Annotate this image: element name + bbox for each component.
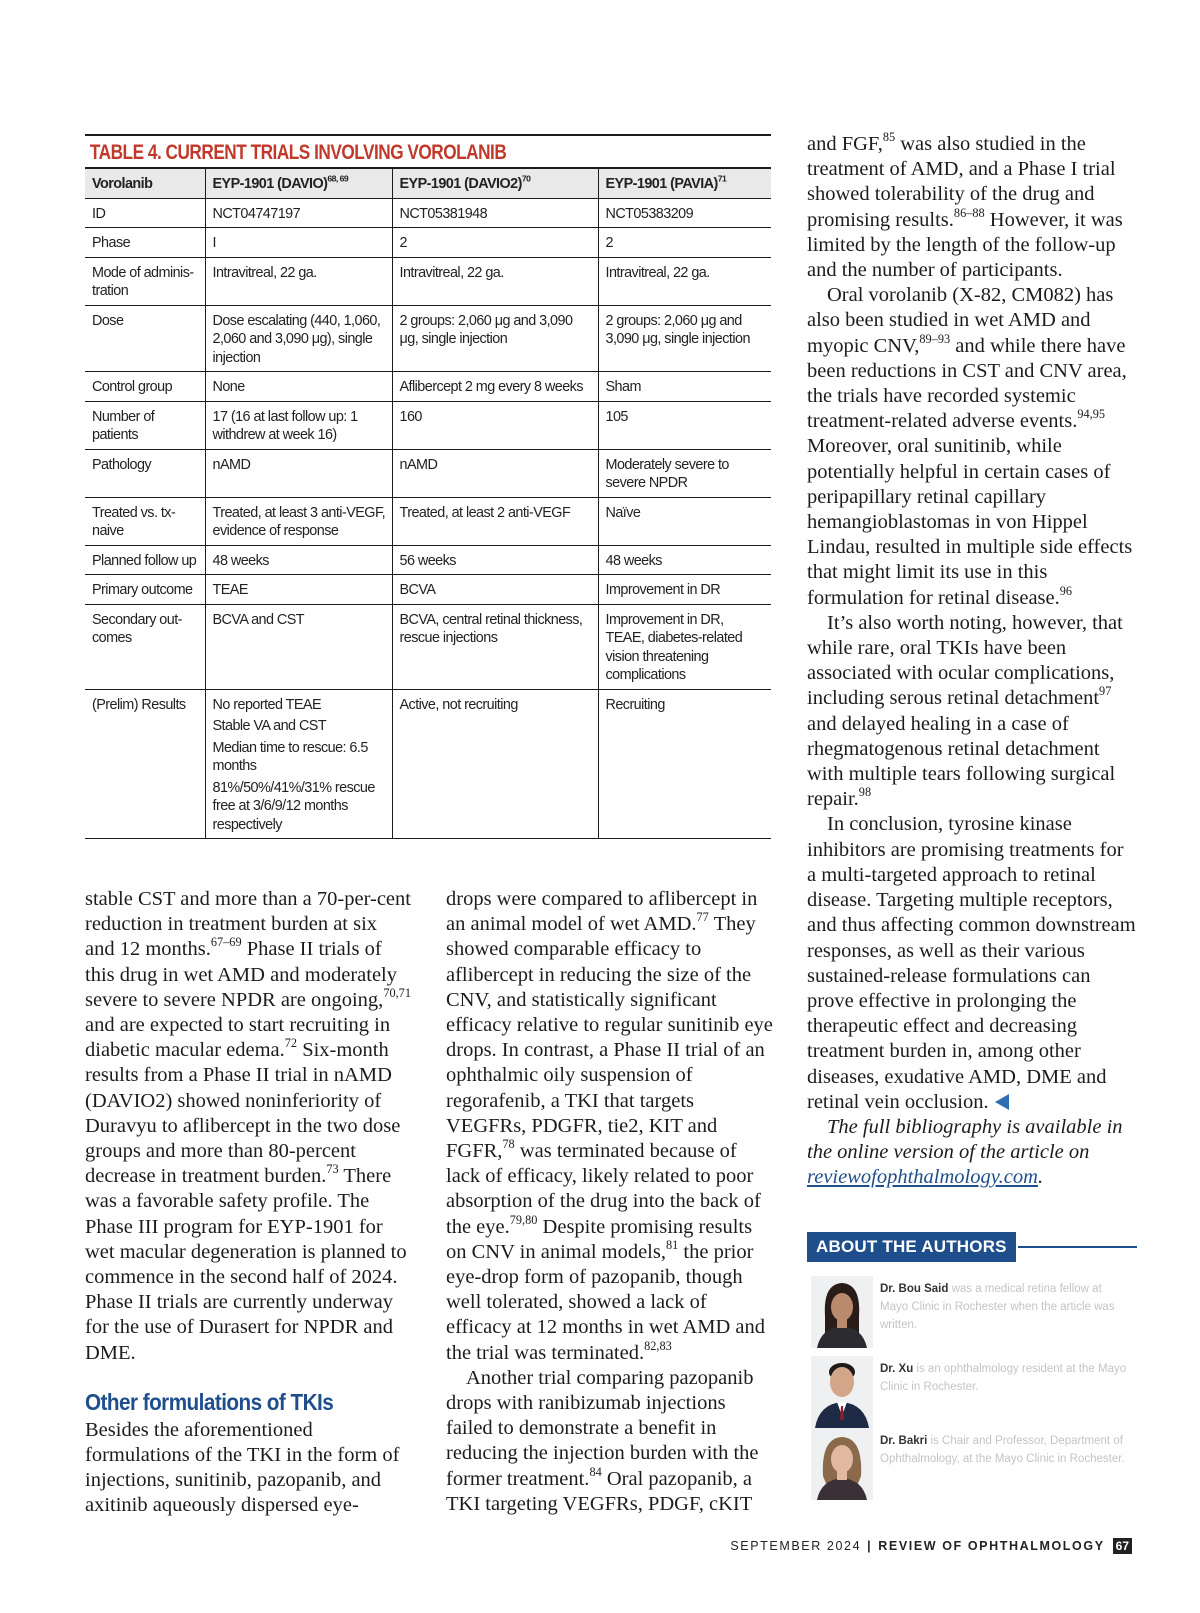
table-cell: 48 weeks bbox=[598, 545, 771, 575]
author-bou-said bbox=[807, 1276, 1137, 1348]
table-cell: 56 weeks bbox=[392, 545, 598, 575]
table-row bbox=[85, 449, 771, 497]
author-bio bbox=[880, 1360, 1130, 1396]
text-run: the prior eye-drop form of pazopanib, though well tolerated, showed a lack of efficacy at 12 months in wet AMD and the trial was terminated. bbox=[446, 1240, 766, 1364]
text-run: Oral pazopanib, a TKI targeting VEGFRs, PDGF, cKIT bbox=[446, 1467, 753, 1515]
table-row bbox=[85, 305, 771, 372]
text-run: Six-month results from a Phase II trial in nAMD (DAVIO2) showed noninferiority of Duravyu to aflibercept in the two dose groups and more than 80-percent decrease in treatment burden. bbox=[85, 1039, 401, 1188]
text-run: Moreover, oral sunitinib, while potentially helpful in certain cases of peripapillary retinal capillary hemangioblastomas in von Hippel Lindau, resulted in multiple side effects that might limit its use in this formulation for retinal disease. bbox=[807, 435, 1133, 609]
table-cell: 160 bbox=[392, 401, 598, 449]
about-header bbox=[807, 1232, 1137, 1262]
citation: 94,95 bbox=[1077, 407, 1106, 422]
text-run: and are expected to start recruiting in diabetic macular edema. bbox=[85, 1014, 391, 1062]
citation: 82,83 bbox=[644, 1338, 672, 1353]
table-cell: 2 bbox=[392, 228, 598, 258]
text-run: Despite promising results on CNV in animal models, bbox=[446, 1215, 753, 1263]
text-run: There was a favorable safety profile. The Phase III program for EYP-1901 for wet macular degeneration is planned to commence in the second half of 2024. Phase II trials are currently underway for the use of Durasert for NPDR and DME. bbox=[85, 1165, 407, 1364]
table-cell-davio2-results: Active, not recruiting bbox=[392, 689, 598, 839]
table-cell: Aflibercept 2 mg every 8 weeks bbox=[392, 372, 598, 402]
author-photo bbox=[811, 1356, 873, 1428]
citation: 81 bbox=[666, 1237, 679, 1252]
author-name: Dr. Bakri bbox=[880, 1435, 928, 1447]
conclusion-text bbox=[807, 813, 1136, 1112]
table-row bbox=[85, 198, 771, 228]
table-row bbox=[85, 545, 771, 575]
table-row-label: Planned follow up bbox=[85, 545, 205, 575]
paragraph bbox=[807, 283, 1137, 611]
table-header-cell bbox=[205, 168, 392, 198]
paragraph bbox=[807, 611, 1137, 813]
text-run: stable CST and more than a 70-per-cent reduction in treatment burden at six and 12 months. bbox=[85, 888, 411, 961]
article-column-3 bbox=[807, 129, 1137, 1191]
table-cell: Sham bbox=[598, 372, 771, 402]
table-cell: NCT04747197 bbox=[205, 198, 392, 228]
table-cell-label: (Prelim) Results bbox=[85, 689, 205, 839]
table-row-label: Primary outcome bbox=[85, 575, 205, 605]
bibliography-end: . bbox=[1037, 1166, 1044, 1189]
paragraph bbox=[85, 887, 411, 1366]
text-run: In conclusion, tyrosine kinase inhibitors are promising treatments for a multi-targeted approach to retinal disease. Targeting multiple receptors, and thus affecting common downstream responses, as well as their various sustained-release formulations can prove effective in prolonging the therapeutic effect and decreasing treatment burden in, among other diseases, exudative AMD, DME and retinal vein occlusion. bbox=[807, 813, 1136, 1113]
table-row-label: Mode of adminis-tration bbox=[85, 257, 205, 305]
citation: 77 bbox=[696, 909, 709, 924]
table-row-label: Number of patients bbox=[85, 401, 205, 449]
author-bio-text: is Chair and Professor, Department of Ophthalmology, at the Mayo Clinic in Rochester. bbox=[880, 1435, 1125, 1465]
text-run: Another trial comparing pazopanib drops with ranibizumab injections failed to demonstrate a benefit in reducing the injection burden with the former treatment. bbox=[446, 1366, 759, 1490]
author-name: Dr. Xu bbox=[880, 1363, 914, 1375]
table-row bbox=[85, 497, 771, 545]
table-cell: TEAE bbox=[205, 575, 392, 605]
table-row-label: Treated vs. tx-naive bbox=[85, 497, 205, 545]
table-cell: Intravitreal, 22 ga. bbox=[392, 257, 598, 305]
table-cell: BCVA, central retinal thickness, rescue injections bbox=[392, 604, 598, 689]
table-row-label: Phase bbox=[85, 228, 205, 258]
text-run: and while there have been reductions in CST and CNV area, the trials have recorded systemic treatment-related adverse events. bbox=[807, 334, 1127, 433]
citation: 70 bbox=[521, 173, 531, 184]
author-photo bbox=[811, 1276, 873, 1348]
footer-separator: | bbox=[867, 1539, 873, 1553]
text-run: However, it was limited by the length of the follow-up and the number of participants. bbox=[807, 208, 1123, 282]
end-of-article-icon bbox=[995, 1094, 1009, 1110]
result-line: No reported TEAE bbox=[212, 696, 322, 713]
table-row-label: Dose bbox=[85, 305, 205, 372]
text-run: Oral vorolanib (X-82, CM082) has also been studied in wet AMD and myopic CNV, bbox=[807, 284, 1114, 357]
result-line: Stable VA and CST bbox=[212, 718, 327, 734]
text-run: It’s also worth noting, however, that while rare, oral TKIs have been associated with ocular complications, including serous retinal detachment bbox=[807, 611, 1123, 710]
table-cell: BCVA and CST bbox=[205, 604, 392, 689]
citation: 89–93 bbox=[919, 331, 951, 346]
table-cell: Dose escalating (440, 1,060, 2,060 and 3,090 μg), single injection bbox=[205, 305, 392, 372]
citation: 67–69 bbox=[210, 935, 242, 950]
page-number: 67 bbox=[1113, 1538, 1132, 1554]
vorolanib-trials-table bbox=[85, 167, 771, 839]
table-4 bbox=[85, 134, 771, 839]
text-run: and delayed healing in a case of rhegmatogenous retinal detachment with multiple tears following surgical repair. bbox=[807, 712, 1116, 811]
paragraph bbox=[446, 887, 774, 1366]
table-header-cell bbox=[598, 168, 771, 198]
table-cell: Intravitreal, 22 ga. bbox=[598, 257, 771, 305]
paragraph bbox=[807, 812, 1137, 1114]
table-header-row bbox=[85, 168, 771, 198]
citation: 98 bbox=[858, 785, 872, 800]
citation: 70,71 bbox=[383, 985, 411, 1000]
author-bio-text: is an ophthalmology resident at the Mayo Clinic in Rochester. bbox=[880, 1363, 1127, 1393]
author-bio-text: was a medical retina fellow at Mayo Clinic in Rochester when the article was written. bbox=[880, 1283, 1115, 1331]
text-run: was also studied in the treatment of AMD, and a Phase I trial showed tolerability of the drug and promising results. bbox=[807, 133, 1116, 231]
table-cell: Moderately severe to severe NPDR bbox=[598, 449, 771, 497]
table-cell: Improvement in DR bbox=[598, 575, 771, 605]
table-row-label: ID bbox=[85, 198, 205, 228]
table-cell-pavia-results: Recruiting bbox=[598, 689, 771, 839]
table-row bbox=[85, 575, 771, 605]
table-row bbox=[85, 228, 771, 258]
citation: 85 bbox=[882, 129, 896, 144]
paragraph bbox=[807, 129, 1137, 283]
author-bio bbox=[880, 1280, 1130, 1334]
table-cell: 2 groups: 2,060 μg and 3,090 μg, single injection bbox=[598, 305, 771, 372]
table-row-label: Secondary out-comes bbox=[85, 604, 205, 689]
paragraph bbox=[85, 1418, 411, 1519]
text-run: They showed comparable efficacy to aflibercept in reducing the size of the CNV, and statistically significant efficacy relative to regular sunitinib eye drops. In contrast, a Phase II trial of an ophthalmic oily suspension of regorafenib, a TKI that targets VEGFRs, PDGFR, tie2, KIT and FGFR, bbox=[446, 913, 773, 1163]
article-column-2 bbox=[446, 887, 774, 1517]
table-row-results bbox=[85, 689, 771, 839]
header-text: EYP-1901 (PAVIA) bbox=[605, 176, 718, 192]
about-rule bbox=[1018, 1246, 1137, 1248]
text-run: and FGF, bbox=[807, 133, 883, 155]
citation: 84 bbox=[589, 1464, 602, 1479]
table-cell: Improvement in DR, TEAE, diabetes-related vision threatening complications bbox=[598, 604, 771, 689]
citation: 79,80 bbox=[509, 1212, 538, 1227]
header-text: Vorolanib bbox=[92, 176, 153, 192]
table-row-label: Control group bbox=[85, 372, 205, 402]
author-bio bbox=[880, 1432, 1130, 1468]
issue-date: SEPTEMBER 2024 bbox=[730, 1539, 862, 1553]
citation: 73 bbox=[326, 1162, 339, 1177]
table-cell: 2 bbox=[598, 228, 771, 258]
bibliography-note bbox=[807, 1115, 1137, 1191]
header-text: EYP-1901 (DAVIO2) bbox=[399, 176, 522, 192]
table-row bbox=[85, 604, 771, 689]
table-header-cell bbox=[392, 168, 598, 198]
about-the-authors bbox=[807, 1232, 1137, 1465]
citation: 72 bbox=[284, 1036, 298, 1050]
citation: 86–88 bbox=[953, 205, 985, 220]
table-row-label: Pathology bbox=[85, 449, 205, 497]
header-text: EYP-1901 (DAVIO) bbox=[212, 176, 328, 192]
magazine-name: REVIEW OF OPHTHALMOLOGY bbox=[878, 1539, 1105, 1553]
table-cell-davio-results bbox=[205, 689, 392, 839]
citation: 78 bbox=[502, 1136, 515, 1151]
author-name: Dr. Bou Said bbox=[880, 1283, 949, 1295]
citation: 68, 69 bbox=[327, 173, 349, 184]
table-row bbox=[85, 401, 771, 449]
table-cell: 17 (16 at last follow up: 1 withdrew at week 16) bbox=[205, 401, 392, 449]
table-title: TABLE 4. CURRENT TRIALS INVOLVING VOROLANIB bbox=[89, 141, 507, 164]
paragraph bbox=[446, 1366, 774, 1517]
table-cell: Treated, at least 2 anti-VEGF bbox=[392, 497, 598, 545]
citation: 71 bbox=[717, 173, 727, 184]
section-heading: Other formulations of TKIs bbox=[85, 1388, 334, 1415]
table-row bbox=[85, 372, 771, 402]
table-cell: Treated, at least 3 anti-VEGF, evidence of response bbox=[205, 497, 392, 545]
author-photo bbox=[811, 1428, 873, 1500]
article-column-1 bbox=[85, 887, 411, 1519]
citation: 96 bbox=[1059, 583, 1073, 598]
bibliography-text: The full bibliography is available in the online version of the article on bbox=[807, 1115, 1123, 1164]
table-cell: Naïve bbox=[598, 497, 771, 545]
table-cell: nAMD bbox=[205, 449, 392, 497]
table-cell: 48 weeks bbox=[205, 545, 392, 575]
author-xu bbox=[807, 1356, 1137, 1428]
text-run: Phase II trials of this drug in wet AMD and moderately severe to severe NPDR are ongoing, bbox=[85, 938, 398, 1011]
author-bakri bbox=[807, 1428, 1137, 1500]
result-line: 81%/50%/41%/31% rescue free at 3/6/9/12 months respectively bbox=[212, 779, 375, 833]
table-cell: None bbox=[205, 372, 392, 402]
table-cell: 105 bbox=[598, 401, 771, 449]
table-cell: I bbox=[205, 228, 392, 258]
page-footer bbox=[700, 1538, 1132, 1554]
result-line: Median time to rescue: 6.5 months bbox=[212, 739, 368, 774]
table-cell: nAMD bbox=[392, 449, 598, 497]
table-cell: NCT05383209 bbox=[598, 198, 771, 228]
table-cell: 2 groups: 2,060 μg and 3,090 μg, single injection bbox=[392, 305, 598, 372]
citation: 97 bbox=[1099, 684, 1112, 699]
text-run: was terminated because of lack of efficacy, likely related to poor absorption of the drug into the back of the eye. bbox=[446, 1140, 761, 1238]
text-run: Besides the aforementioned formulations of the TKI in the form of injections, sunitinib, pazopanib, and axitinib aqueously dispersed eye- bbox=[85, 1418, 400, 1517]
about-label: ABOUT THE AUTHORS bbox=[807, 1232, 1016, 1262]
table-cell: Intravitreal, 22 ga. bbox=[205, 257, 392, 305]
table-row bbox=[85, 257, 771, 305]
bibliography-link[interactable]: reviewofophthalmology.com bbox=[807, 1166, 1038, 1189]
table-cell: BCVA bbox=[392, 575, 598, 605]
table-header-cell bbox=[85, 168, 205, 198]
text-run: drops were compared to aflibercept in an animal model of wet AMD. bbox=[446, 888, 758, 936]
table-cell: NCT05381948 bbox=[392, 198, 598, 228]
